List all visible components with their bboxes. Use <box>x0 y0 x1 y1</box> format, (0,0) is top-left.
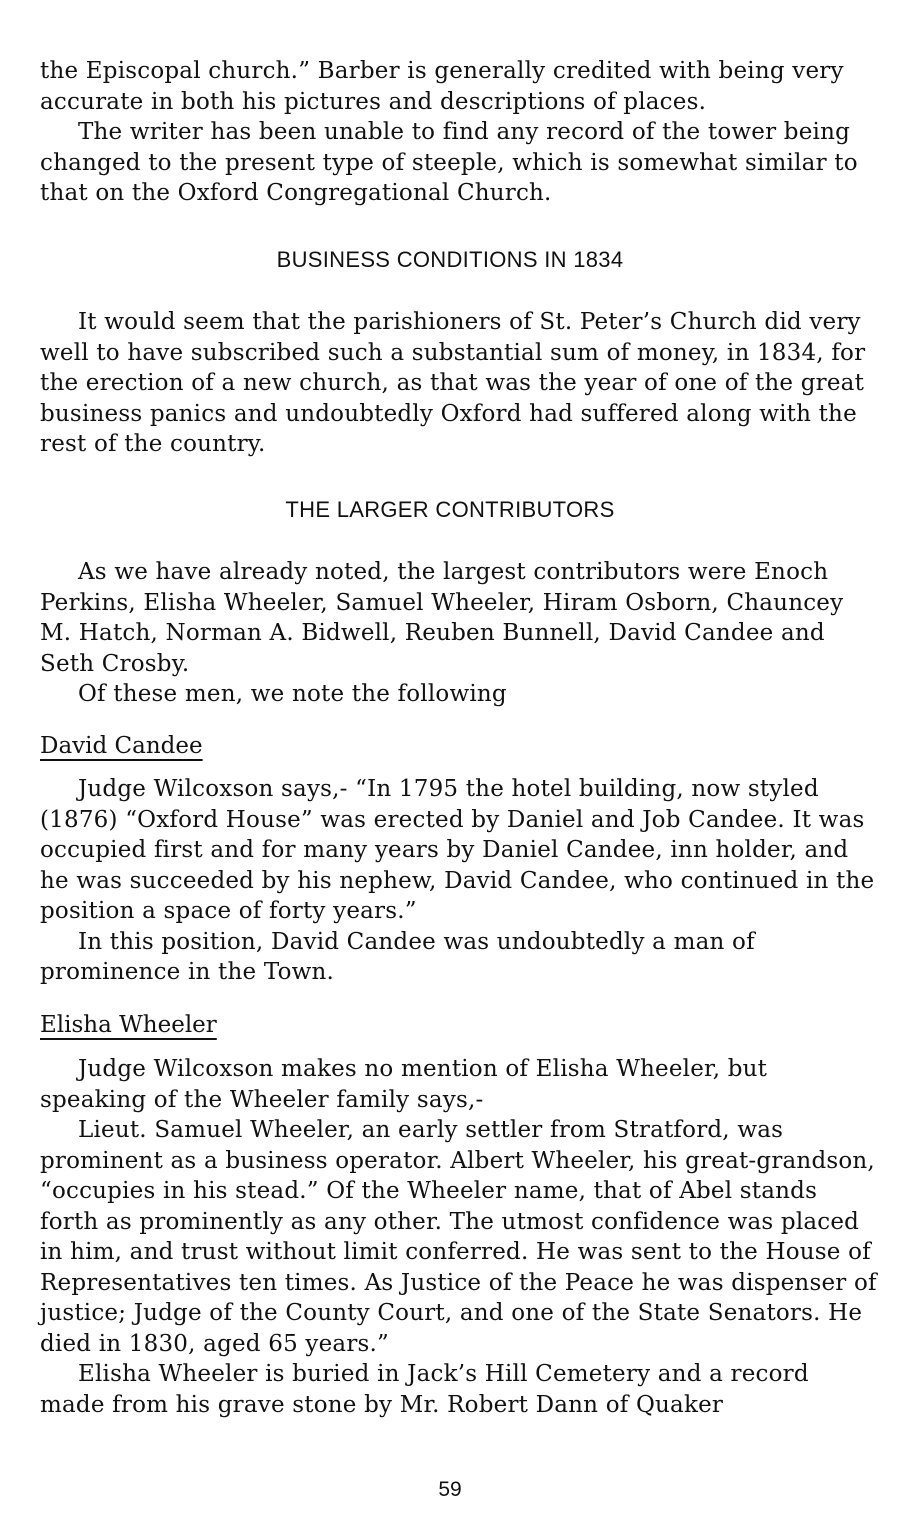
candee-paragraph-1: Judge Wilcoxson says,- “In 1795 the hotel building, now styled (1876) “Oxford House” was erected by Daniel and Job Candee. It was occupied first and for many years by Daniel Candee, inn holder, and he was succeeded by his nephew, David Candee, who continued in the position a space of forty years.” <box>40 776 875 924</box>
subheading-david-candee: David Candee <box>40 733 203 759</box>
wheeler-paragraph-3: Elisha Wheeler is buried in Jack’s Hill Cemetery and a record made from his grave stone by Mr. Robert Dann of Quaker <box>40 1361 809 1418</box>
candee-paragraph-2: In this position, David Candee was undoubtedly a man of prominence in the Town. <box>40 928 755 985</box>
wheeler-paragraph-1: Judge Wilcoxson makes no mention of Elisha Wheeler, but speaking of the Wheeler family says,- <box>40 1056 768 1113</box>
intro-paragraph-1: the Episcopal church.” Barber is generally credited with being very accurate in both his pictures and descriptions of places. <box>40 58 844 115</box>
candee-section <box>40 774 880 988</box>
wheeler-section <box>40 1054 880 1420</box>
business-paragraph: It would seem that the parishioners of St. Peter’s Church did very well to have subscribed such a substantial sum of money, in 1834, for the erection of a new church, as that was the year of one of the great business panics and undoubtedly Oxford had suffered along with the rest of the country. <box>40 309 866 457</box>
contributors-paragraph-2: Of these men, we note the following <box>78 681 507 707</box>
subheading-elisha-wheeler: Elisha Wheeler <box>40 1012 217 1038</box>
wheeler-paragraph-2: Lieut. Samuel Wheeler, an early settler from Stratford, was prominent as a business operator. Albert Wheeler, his great-grandson, “occupies in his stead.” Of the Wheeler name, that of Abel stands forth as prominently as any other. The utmost confidence was placed in him, and trust without limit conferred. He was sent to the House of Representatives ten times. As Justice of the Peace he was dispenser of justice; Judge of the County Court, and one of the State Senators. He died in 1830, aged 65 years.” <box>40 1117 877 1357</box>
contributors-paragraph-1: As we have already noted, the largest contributors were Enoch Perkins, Elisha Wheeler, Samuel Wheeler, Hiram Osborn, Chauncey M. Hatch, Norman A. Bidwell, Reuben Bunnell, David Candee and Seth Crosby. <box>40 559 844 677</box>
contributors-section <box>40 557 880 710</box>
business-section <box>40 307 880 460</box>
intro-paragraph-2: The writer has been unable to find any record of the tower being changed to the present type of steeple, which is somewhat similar to that on the Oxford Congregational Church. <box>40 119 858 206</box>
page-number: 59 <box>438 1478 462 1501</box>
intro-section <box>40 56 880 209</box>
heading-business-conditions: BUSINESS CONDITIONS IN 1834 <box>276 247 624 272</box>
heading-larger-contributors: THE LARGER CONTRIBUTORS <box>285 497 615 522</box>
